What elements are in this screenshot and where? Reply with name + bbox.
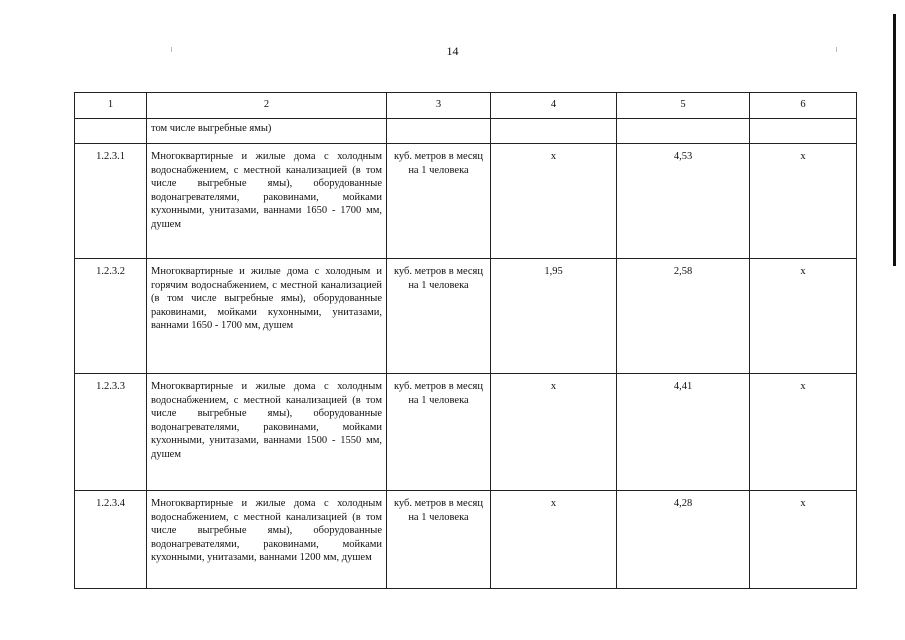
scan-mark — [171, 47, 172, 52]
row-unit: куб. метров в месяц на 1 человека — [387, 259, 491, 374]
row-col5: 4,28 — [617, 491, 750, 589]
row-code: 1.2.3.1 — [75, 144, 147, 259]
page-number: 14 — [446, 44, 459, 58]
row-code: 1.2.3.4 — [75, 491, 147, 589]
row-col4: 1,95 — [491, 259, 617, 374]
table-row-continuation — [75, 119, 857, 144]
column-header: 3 — [387, 93, 491, 119]
row-description: Многоквартирные и жилые дома с холодным водоснабжением, с местной канализацией (в том числе выгребные ямы), оборудованные водонагревателями, раковинами, мойками кухонными, унитазами, ваннами 1650 - 1700 мм, душем — [147, 144, 387, 259]
row-description: Многоквартирные и жилые дома с холодным и горячим водоснабжением, с местной канализацией (в том числе выгребные ямы), оборудованные раковинами, мойками кухонными, унитазами, ваннами 1650 - 1700 мм, душем — [147, 259, 387, 374]
row-col6: x — [750, 144, 857, 259]
row-col5 — [617, 119, 750, 144]
table-row — [75, 374, 857, 491]
row-col6: x — [750, 259, 857, 374]
table-row — [75, 144, 857, 259]
row-unit: куб. метров в месяц на 1 человека — [387, 144, 491, 259]
table-row — [75, 491, 857, 589]
table-header-row — [75, 93, 857, 119]
row-col4: x — [491, 491, 617, 589]
row-col5: 4,53 — [617, 144, 750, 259]
row-col6: x — [750, 374, 857, 491]
row-description: Многоквартирные и жилые дома с холодным водоснабжением, с местной канализацией (в том числе выгребные ямы), оборудованные водонагревателями, раковинами, мойками кухонными, унитазами, ваннами 1200 мм, душем — [147, 491, 387, 589]
column-header: 4 — [491, 93, 617, 119]
table-row — [75, 259, 857, 374]
row-col6: x — [750, 491, 857, 589]
row-unit: куб. метров в месяц на 1 человека — [387, 374, 491, 491]
row-code — [75, 119, 147, 144]
row-col4: x — [491, 144, 617, 259]
row-col5: 4,41 — [617, 374, 750, 491]
row-col5: 2,58 — [617, 259, 750, 374]
column-header: 5 — [617, 93, 750, 119]
consumption-norms-table — [74, 92, 857, 589]
row-unit: куб. метров в месяц на 1 человека — [387, 491, 491, 589]
scan-edge-line — [893, 14, 896, 266]
row-description: Многоквартирные и жилые дома с холодным водоснабжением, с местной канализацией (в том числе выгребные ямы), оборудованные водонагревателями, раковинами, мойками кухонными, унитазами, ваннами 1500 - 1550 мм, душем — [147, 374, 387, 491]
column-header: 6 — [750, 93, 857, 119]
row-col4 — [491, 119, 617, 144]
row-col6 — [750, 119, 857, 144]
row-code: 1.2.3.3 — [75, 374, 147, 491]
row-description: том числе выгребные ямы) — [147, 119, 387, 144]
row-col4: x — [491, 374, 617, 491]
scan-mark — [836, 47, 837, 52]
column-header: 1 — [75, 93, 147, 119]
row-code: 1.2.3.2 — [75, 259, 147, 374]
column-header: 2 — [147, 93, 387, 119]
row-unit — [387, 119, 491, 144]
